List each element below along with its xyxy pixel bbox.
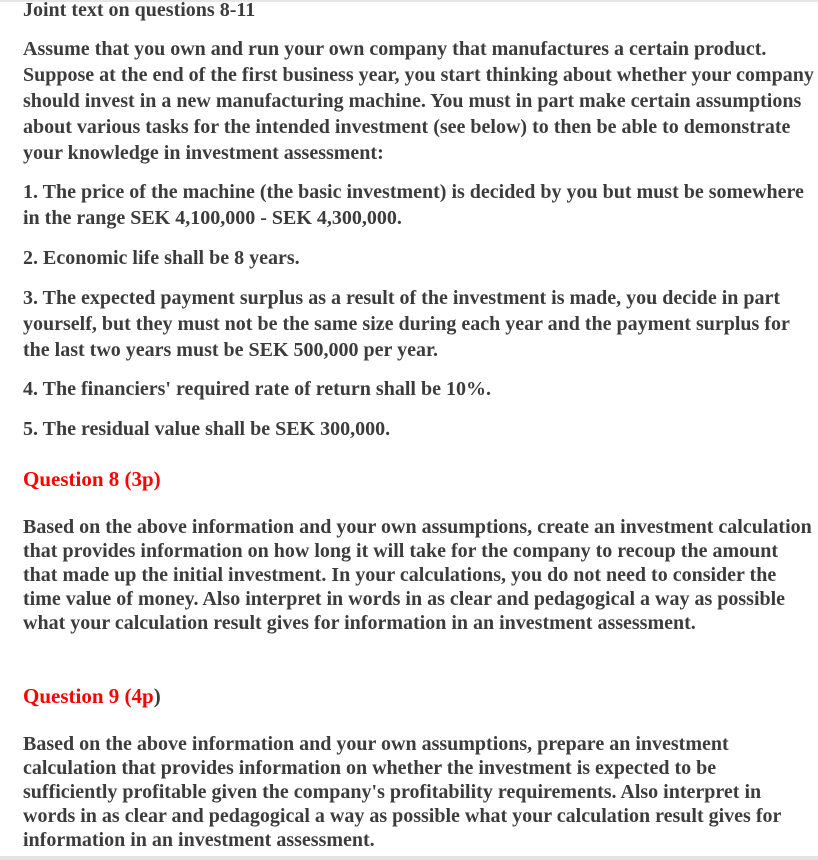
- assumption-item-3: 3. The expected payment surplus as a result of the investment is made, you decide in part yourself, but they must not be the same size during each year and the payment surplus for the last two years must be SEK 500,000 per year.: [23, 287, 790, 361]
- assumption-item-4: 4. The financiers' required rate of return shall be 10%.: [23, 378, 491, 400]
- assumption-item-2: 2. Economic life shall be 8 years.: [23, 247, 300, 269]
- intro-paragraph: Assume that you own and run your own company that manufactures a certain product. Suppose at the end of the first business year, you start thinking about whether your company should invest in a new manufacturing machine. You must in part make certain assumptions about various tasks for the intended investment (see below) to then be able to demonstrate your knowledge in investment assessment:: [23, 38, 814, 164]
- question-9-title-main: Question 9 (4p: [23, 684, 154, 708]
- page-heading: Joint text on questions 8-11: [23, 0, 256, 21]
- question-9-text: Based on the above information and your own assumptions, prepare an investment calculation that provides information on whether the investment is expected to be sufficiently profitable given the company's profitability requirements. Also interpret in words in as clear and pedagogical a way as possible what your calculation result gives for information in an investment assessment.: [23, 733, 782, 851]
- question-9-title: [23, 683, 161, 709]
- assumption-item-1: 1. The price of the machine (the basic investment) is decided by you but must be somewhere in the range SEK 4,100,000 - SEK 4,300,000.: [23, 181, 804, 229]
- question-8-text: Based on the above information and your own assumptions, create an investment calculation that provides information on how long it will take for the company to recoup the amount that made up the initial investment. In your calculations, you do not need to consider the time value of money. Also interpret in words in as clear and pedagogical a way as possible what your calculation result gives for information in an investment assessment.: [23, 516, 812, 634]
- question-8-title: Question 8 (3p): [23, 467, 161, 491]
- assumption-item-5: 5. The residual value shall be SEK 300,000.: [23, 418, 391, 440]
- bottom-divider: [0, 856, 818, 860]
- question-9-title-close: ): [153, 684, 161, 708]
